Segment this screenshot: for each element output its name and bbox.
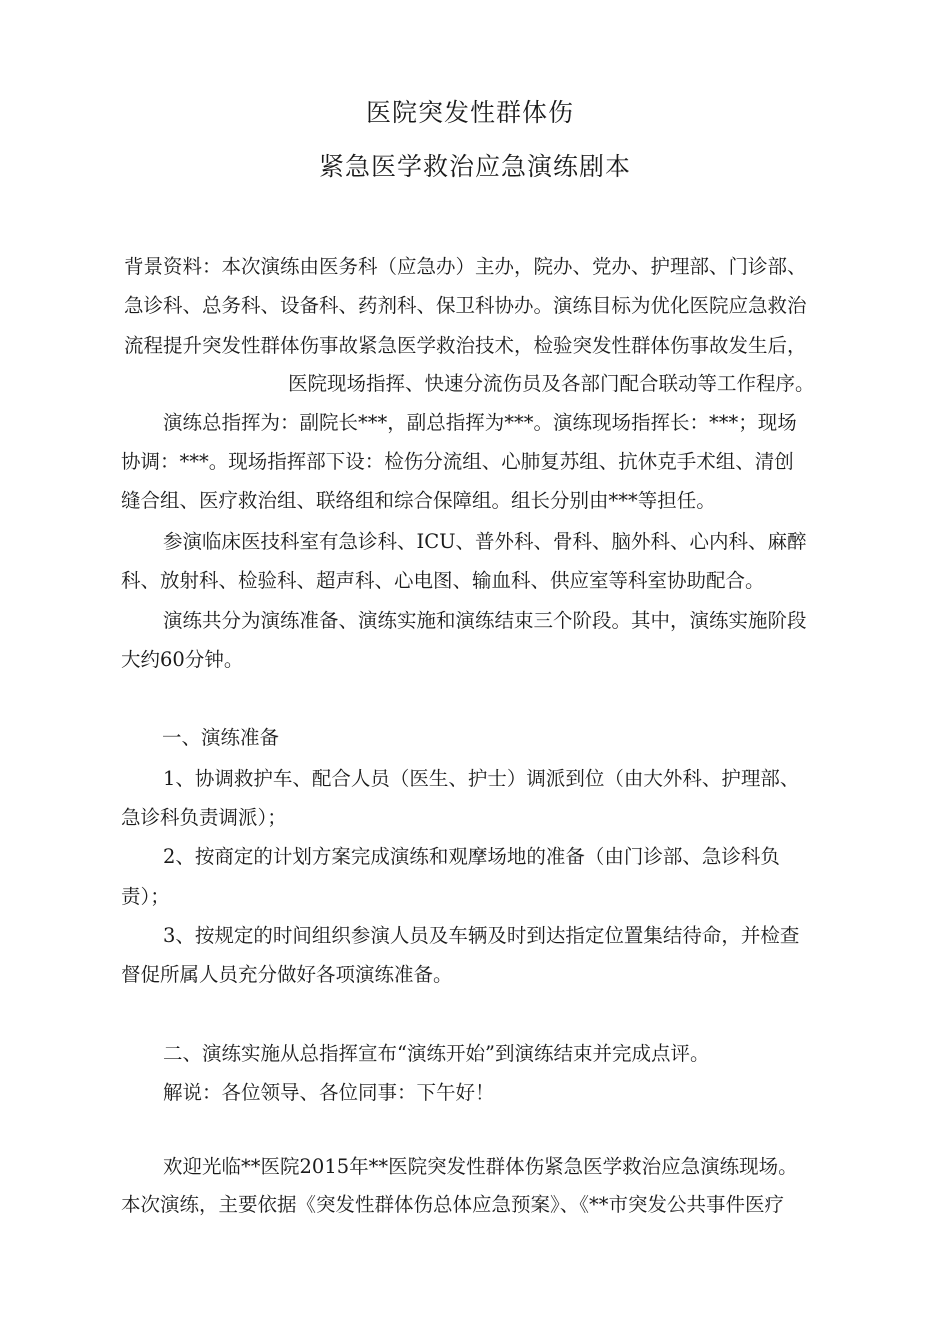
document-title-line-1: 医院突发性群体伤: [365, 98, 574, 127]
section-heading: 二、演练实施从总指挥宣布“演练开始”到演练结束并完成点评。: [163, 1042, 710, 1065]
text-line: 2、按商定的计划方案完成演练和观摩场地的准备（由门诊部、急诊科负: [163, 845, 780, 868]
text-line: 责）；: [121, 885, 170, 908]
text-line: 急诊科、总务科、设备科、药剂科、保卫科协办。演练目标为优化医院应急救治: [124, 294, 807, 317]
text-line: 协调：***。现场指挥部下设：检伤分流组、心肺复苏组、抗休克手术组、清创: [121, 450, 794, 473]
text-line: 3、按规定的时间组织参演人员及车辆及时到达指定位置集结待命，并检查: [163, 924, 800, 947]
text-line: 1、协调救护车、配合人员（医生、护士）调派到位（由大外科、护理部、: [163, 767, 800, 790]
text-line: 流程提升突发性群体伤事故紧急医学救治技术，检验突发性群体伤事故发生后，: [124, 334, 807, 357]
text-line: 督促所属人员充分做好各项演练准备。: [121, 963, 453, 986]
text-line: 本次演练，主要依据《突发性群体伤总体应急预案》、《**市突发公共事件医疗: [121, 1193, 785, 1216]
text-line: 欢迎光临**医院2015年**医院突发性群体伤紧急医学救治应急演练现场。: [163, 1155, 798, 1178]
text-line: 参演临床医技科室有急诊科、ICU、普外科、骨科、脑外科、心内科、麻醉: [163, 530, 807, 553]
text-line: 演练总指挥为：副院长***，副总指挥为***。演练现场指挥长：***；现场: [163, 411, 797, 434]
document-title-line-2: 紧急医学救治应急演练剧本: [318, 152, 631, 181]
text-line: 缝合组、医疗救治组、联络组和综合保障组。组长分别由***等担任。: [121, 489, 716, 512]
text-line: 演练共分为演练准备、演练实施和演练结束三个阶段。其中，演练实施阶段: [163, 609, 807, 632]
text-line: 背景资料：本次演练由医务科（应急办）主办，院办、党办、护理部、门诊部、: [124, 255, 807, 278]
section-heading: 一、演练准备: [162, 726, 280, 749]
text-line: 解说：各位领导、各位同事：下午好！: [163, 1081, 495, 1104]
text-line: 急诊科负责调派）；: [121, 806, 287, 829]
text-line: 医院现场指挥、快速分流伤员及各部门配合联动等工作程序。: [288, 372, 815, 395]
text-line: 科、放射科、检验科、超声科、心电图、输血科、供应室等科室协助配合。: [121, 569, 765, 592]
text-line: 大约60分钟。: [121, 648, 244, 671]
